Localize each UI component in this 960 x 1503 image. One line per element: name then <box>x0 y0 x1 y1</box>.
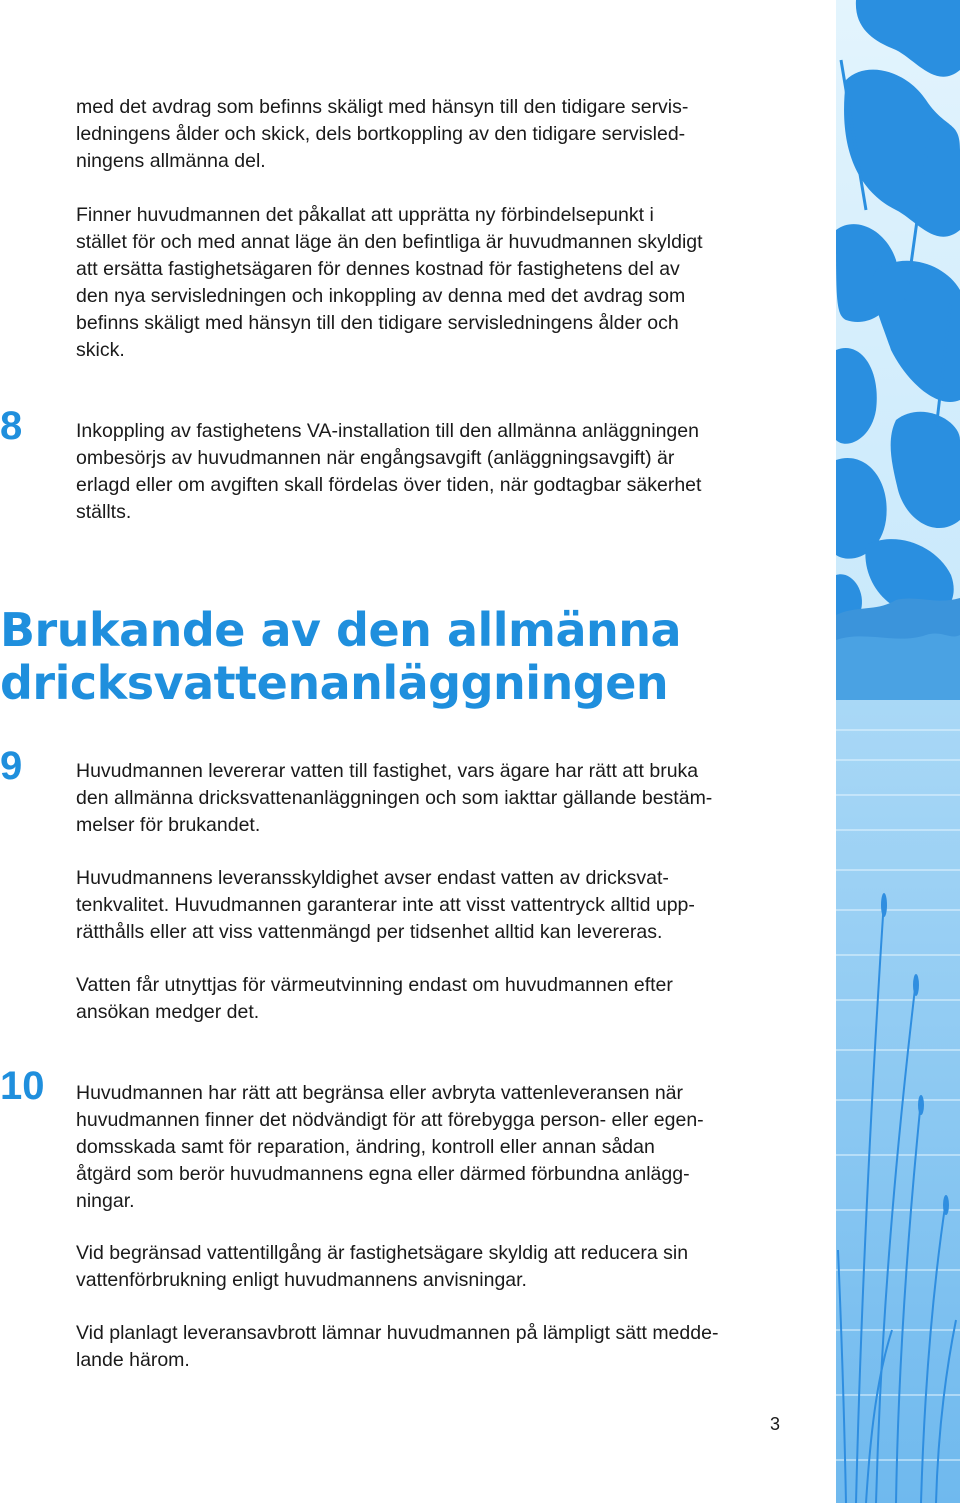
page-number: 3 <box>770 1414 781 1434</box>
paragraph-section-9-delivery: Huvudmannen levererar vatten till fastighet, vars ägare har rätt att bruka den allmänna dricksvattenanläggningen och som iakttar gällande bestäm- melser för brukandet. <box>76 760 713 836</box>
section-number-9: 9 <box>0 744 23 788</box>
paragraph-section-9-heat: Vatten får utnyttjas för värmeutvinning endast om huvudmannen efter ansökan medger det. <box>76 974 673 1023</box>
section-number-8: 8 <box>0 404 23 448</box>
paragraph-section-8: Inkoppling av fastighetens VA-installation till den allmänna anläggningen ombesörjs av huvudmannen när engångsavgift (anläggningsavgift) är erlagd eller om avgiften skall fördelas över tiden, när godtagbar säkerhet ställts. <box>76 420 702 523</box>
section-heading: Brukande av den allmänna dricksvattenanläggningen <box>0 603 682 710</box>
paragraph-new-connection-point: Finner huvudmannen det påkallat att upprätta ny förbindelsepunkt i stället för och med annat läge än den befintliga är huvudmannen skyldigt att ersätta fastighetsägaren för dennes kostnad för fastighetens del av den nya servisledningen och inkoppling av denna med det avdrag som befinns skäligt med hänsyn till den tidigare servisledningens ålder och skick. <box>76 204 703 361</box>
paragraph-section-10-scarcity: Vid begränsad vattentillgång är fastighetsägare skyldig att reducera sin vattenförbrukning enligt huvudmannens anvisningar. <box>76 1242 689 1291</box>
lake-photo-strip <box>836 0 960 1503</box>
paragraph-continuation: med det avdrag som befinns skäligt med hänsyn till den tidigare servis- ledningens ålder och skick, dels bortkoppling av den tidigare servisled- ningens allmänna del. <box>76 96 689 172</box>
section-number-10: 10 <box>0 1064 45 1108</box>
paragraph-section-10-restriction: Huvudmannen har rätt att begränsa eller avbryta vattenleveransen när huvudmannen finner det nödvändigt för att förebygga person- eller egen- domsskada samt för reparation, ändring, kontroll eller annan sådan åtgärd som berör huvudmannens egna eller därmed förbundna anlägg- ningar. <box>76 1082 704 1212</box>
paragraph-section-9-quality: Huvudmannens leveransskyldighet avser endast vatten av dricksvat- tenkvalitet. Huvudmannen garanterar inte att visst vattentryck alltid upp- rätthålls eller att viss vattenmängd per tidsenhet alltid kan levereras. <box>76 867 695 943</box>
paragraph-section-10-planned: Vid planlagt leveransavbrott lämnar huvudmannen på lämpligt sätt medde- lande härom. <box>76 1322 719 1371</box>
